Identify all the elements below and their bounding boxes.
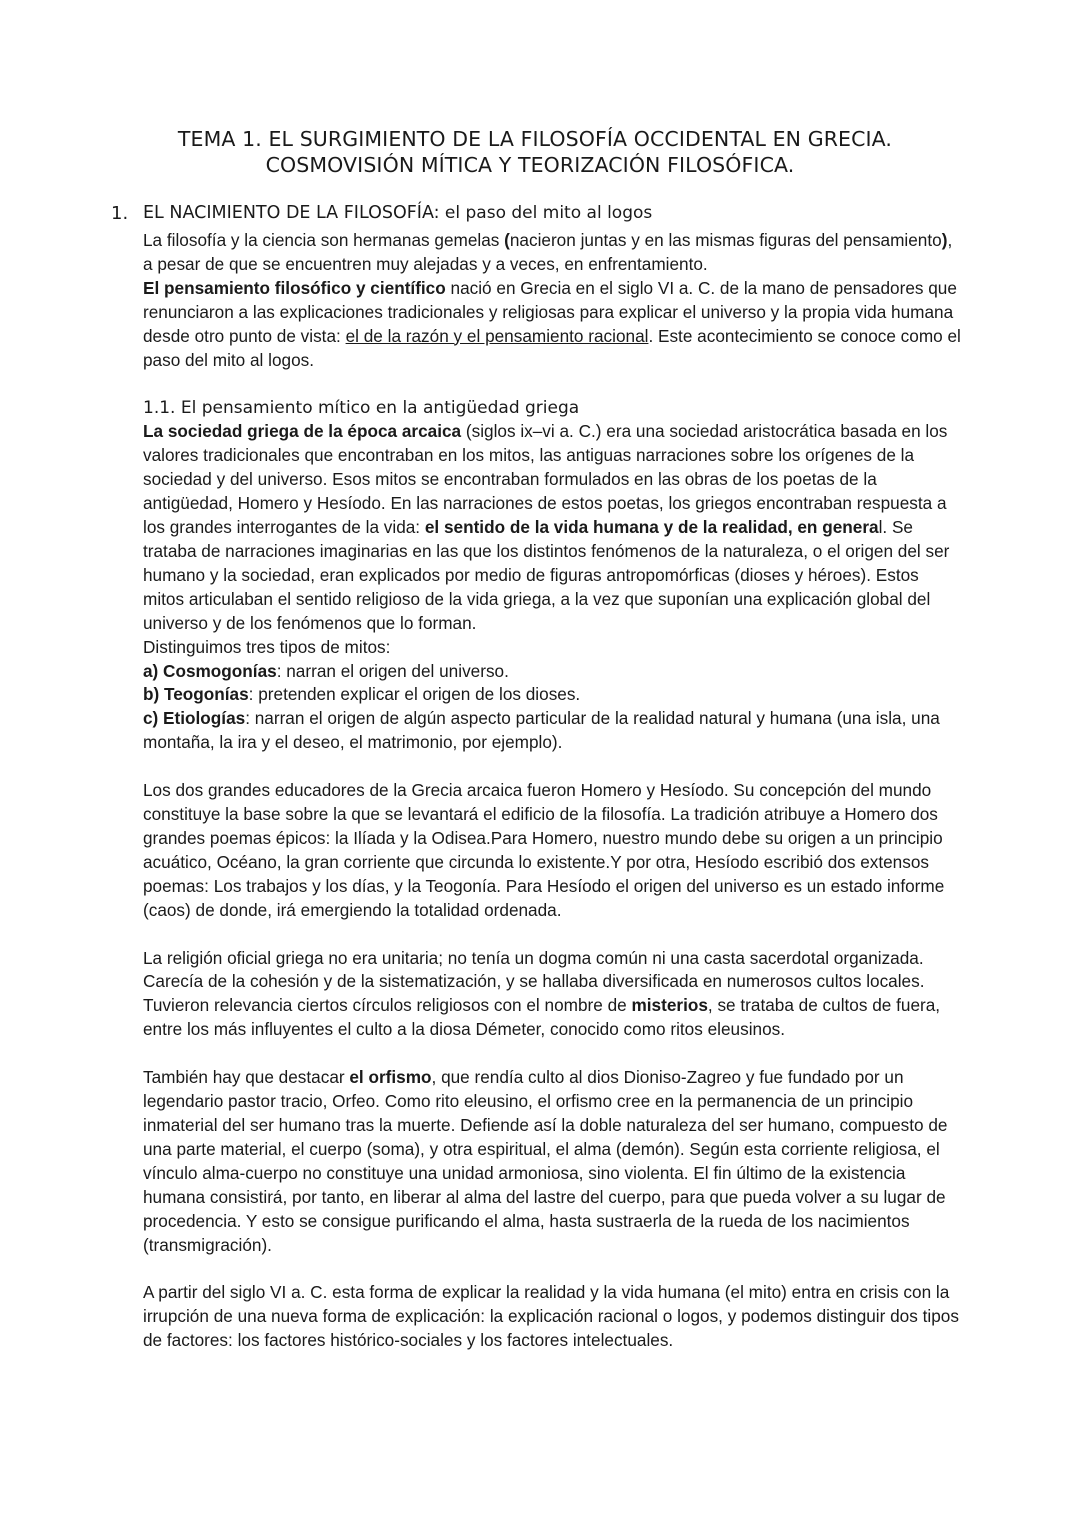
myth-types-intro: Distinguimos tres tipos de mitos:: [143, 636, 391, 657]
paragraph-homero-hesiodo: Los dos grandes educadores de la Grecia arcaica fueron Homero y Hesíodo. Su concepción del mundo constituye la base sobre la que se levantará el edificio de la filosofía. La tradición atribuye a Homero dos grandes poemas épicos: la Ilíada y la Odisea.Para Homero, nuestro mundo debe su origen a un principio acuático, Océano, la gran corriente que circunda lo existente.Y por otra, Hesíodo escribió dos extensos poemas: Los trabajos y los días, y la Teogonía. Para Hesíodo el origen del universo es un estado informe (caos) de donde, irá emergiendo la totalidad ordenada.: [143, 780, 945, 920]
paragraph-orfismo: [143, 1066, 963, 1257]
title-line-1: TEMA 1. EL SURGIMIENTO DE LA FILOSOFÍA OCCIDENTAL EN GRECIA.: [177, 127, 893, 151]
bold-paren: (: [504, 230, 510, 250]
paragraph-crisis: A partir del siglo VI a. C. esta forma de explicar la realidad y la vida humana (el mito) entra en crisis con la irrupción de una nueva forma de explicación: la explicación racional o logos, y podemos distinguir dos tipos de factores: los factores histórico-sociales y los factores intelectuales.: [143, 1282, 959, 1351]
paragraph-religion: [143, 947, 963, 1043]
text-span: , se trataba de cultos de fuera, entre los más influyentes el culto a la diosa Démeter, conocido como ritos eleusinos.: [143, 995, 941, 1040]
text-span: nacieron juntas y en las mismas figuras del pensamiento: [509, 230, 942, 250]
bold-text: a) Cosmogonías: [143, 660, 277, 681]
document-title: [0, 126, 1080, 178]
bold-text: b) Teogonías: [143, 684, 249, 705]
text-span: , que rendía culto al dios Dioniso-Zagreo y fue fundado por un legendario pastor tracio, Orfeo. Como rito eleusino, el orfismo cree en la permanencia de un principio inmaterial del ser humano tras la muerte. Defiende así la doble naturaleza del ser humano, compuesto de una parte material, el cuerpo (soma), y otra espiritual, el alma (demón). Según esta corriente religiosa, el vínculo alma-cuerpo no constituye una unidad armoniosa, sino violenta. El fin último de la existencia humana consistirá, por tanto, en liberar al alma del lastre del cuerpo, para que pueda volver a su lugar de procedencia. Y esto se consigue purificando el alma, hasta sustraerla de la rueda de los nacimientos (transmigración).: [143, 1067, 948, 1255]
text-span: La filosofía y la ciencia son hermanas gemelas: [143, 230, 505, 250]
bold-paren: ): [941, 230, 948, 250]
paragraph-intro: [143, 229, 963, 277]
section-1-body: [143, 229, 963, 1353]
myth-type-teogonias: [143, 683, 963, 707]
bold-text: el sentido de la vida humana y de la realidad, en genera: [424, 517, 879, 538]
section-number: 1.: [111, 203, 129, 224]
bold-text: el orfismo: [349, 1067, 432, 1088]
section-heading-sub: el paso del mito al logos: [439, 203, 653, 223]
title-line-2: COSMOVISIÓN MÍTICA Y TEORIZACIÓN FILOSÓFICA.: [265, 153, 795, 177]
text-span: : pretenden explicar el origen de los dioses.: [248, 684, 581, 705]
text-span: La religión oficial griega no era unitaria; no tenía un dogma común ni una casta sacerdotal organizada. Carecía de la cohesión y de la sistematización, y se hallaba diversificada en numerosos cultos locales. Tuvieron relevancia ciertos círculos religiosos con el nombre de: [143, 947, 925, 1016]
paragraph-origin: [143, 277, 963, 373]
text-span: nació en Grecia en el siglo VI a. C. de la mano de pensadores que renunciaron a las explicaciones tradicionales y religiosas para explicar el universo y la propia vida humana desde otro punto de vista:: [143, 277, 957, 346]
text-span: : narran el origen de algún aspecto particular de la realidad natural y humana (una isla, una montaña, la ira y el deseo, el matrimonio, por ejemplo).: [143, 708, 940, 753]
subsection-heading: 1.1. El pensamiento mítico en la antigüedad griega: [143, 398, 580, 419]
text-span: : narran el origen del universo.: [276, 660, 509, 681]
text-span: . Este acontecimiento se conoce como el paso del mito al logos.: [143, 325, 961, 370]
section-heading: [143, 203, 652, 223]
underlined-text: el de la razón y el pensamiento racional: [345, 325, 649, 346]
section-heading-main: EL NACIMIENTO DE LA FILOSOFÍA:: [143, 203, 440, 223]
bold-text: misterios: [631, 995, 708, 1016]
text-span: l. Se trataba de narraciones imaginarias en las que los distintos fenómenos de la naturaleza, o el origen del ser humano y la sociedad, eran explicados por medio de figuras antropomórficas (dioses y héroes). Estos mitos articulaban el sentido religioso de la vida griega, a la vez que suponían una explicación global del universo y de los fenómenos que lo forman.: [143, 517, 950, 633]
bold-text: El pensamiento filosófico y científico: [143, 277, 446, 298]
myth-type-cosmogonias: [143, 660, 963, 684]
text-span: (siglos ix–vi a. C.) era una sociedad aristocrática basada en los valores tradicionales que encontraban en los mitos, las antiguas narraciones sobre los orígenes de la sociedad y del universo. Esos mitos se encontraban formulados en las obras de los poetas de la antigüedad, Homero y Hesíodo. En las narraciones de estos poetas, los griegos encontraban respuesta a los grandes interrogantes de la vida:: [143, 421, 948, 538]
text-span: También hay que destacar: [143, 1067, 350, 1088]
bold-text: La sociedad griega de la época arcaica: [143, 421, 462, 442]
text-span: , a pesar de que se encuentren muy alejadas y a veces, en enfrentamiento.: [143, 230, 953, 274]
myth-type-etiologias: [143, 707, 963, 755]
bold-text: c) Etiologías: [143, 708, 246, 729]
paragraph-society: [143, 420, 963, 635]
